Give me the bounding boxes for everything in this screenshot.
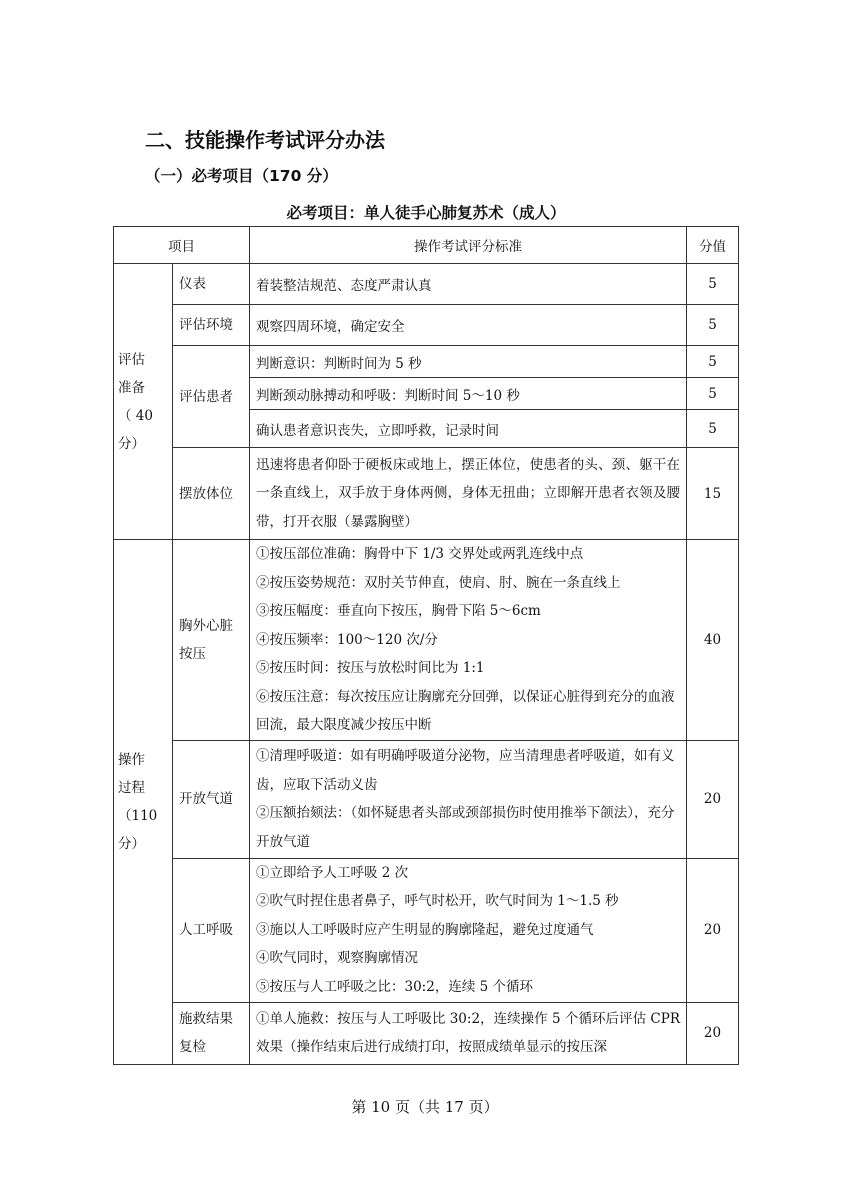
item-label: 胸外心脏 按压	[173, 540, 250, 741]
group-label-prep: 评估 准备 （ 40 分）	[114, 264, 173, 540]
page-footer: 第 10 页（共 17 页）	[351, 1098, 499, 1116]
criteria-line: ①清理呼吸道：如有明确呼吸道分泌物，应当清理患者呼吸道，如有义齿，应取下活动义齿	[256, 748, 675, 793]
item-label: 仪表	[173, 264, 250, 305]
section-title: 二、技能操作考试评分办法	[145, 128, 385, 152]
score-cell: 20	[687, 858, 739, 1002]
table-row	[114, 740, 739, 858]
criteria-line: ④吹气同时，观察胸廓情况	[256, 950, 418, 967]
criteria-text: 着装整洁规范、态度严肃认真	[250, 264, 687, 305]
criteria-line: ⑤按压时间：按压与放松时间比为 1:1	[256, 660, 485, 676]
criteria-text: 确认患者意识丧失，立即呼救，记录时间	[250, 410, 687, 448]
score-cell: 5	[687, 305, 739, 346]
item-label: 评估患者	[173, 346, 250, 448]
table-row	[114, 1002, 739, 1064]
score-cell: 5	[687, 264, 739, 305]
table-row	[114, 346, 739, 378]
criteria-line: ③施以人工呼吸时应产生明显的胸廓隆起，避免过度通气	[256, 921, 594, 938]
score-cell: 5	[687, 346, 739, 378]
item-label: 摆放体位	[173, 448, 250, 540]
criteria-list	[250, 540, 687, 741]
criteria-text: 判断颈动脉搏动和呼吸：判断时间 5～10 秒	[250, 378, 687, 410]
score-cell: 5	[687, 410, 739, 448]
header-score: 分值	[687, 227, 739, 264]
table-header-row	[114, 227, 739, 264]
item-label: 人工呼吸	[173, 858, 250, 1002]
header-criteria: 操作考试评分标准	[250, 227, 687, 264]
table-caption: 必考项目：单人徒手心肺复苏术（成人）	[286, 204, 566, 222]
criteria-line: ①立即给予人工呼吸 2 次	[256, 864, 409, 881]
criteria-text: 观察四周环境，确定安全	[250, 305, 687, 346]
criteria-list	[250, 740, 687, 858]
item-label: 施救结果 复检	[173, 1002, 250, 1064]
score-cell: 20	[687, 740, 739, 858]
score-cell: 20	[687, 1002, 739, 1064]
criteria-line: ③按压幅度：垂直向下按压，胸骨下陷 5～6cm	[256, 603, 541, 619]
criteria-line: ⑥按压注意：每次按压应让胸廓充分回弹，以保证心脏得到充分的血液回流，最大限度减少按压中断	[256, 688, 675, 733]
table-row	[114, 264, 739, 305]
criteria-list	[250, 858, 687, 1002]
table-row	[114, 305, 739, 346]
criteria-line: ①按压部位准确：胸骨中下 1/3 交界处或两乳连线中点	[256, 546, 584, 562]
table-row	[114, 540, 739, 741]
item-label: 开放气道	[173, 740, 250, 858]
score-cell: 5	[687, 378, 739, 410]
criteria-text: 迅速将患者仰卧于硬板床或地上，摆正体位，使患者的头、颈、躯干在一条直线上，双手放于身体两侧，身体无扭曲；立即解开患者衣领及腰带，打开衣服（暴露胸壁）	[250, 448, 687, 540]
item-label: 评估环境	[173, 305, 250, 346]
table-row	[114, 448, 739, 540]
criteria-line: ②压额抬颏法：（如怀疑患者头部或颈部损伤时使用推举下颌法），充分开放气道	[256, 805, 675, 850]
criteria-line: ②按压姿势规范：双肘关节伸直，使肩、肘、腕在一条直线上	[256, 574, 621, 591]
group-label-process: 操作 过程 （110 分）	[114, 540, 173, 1065]
score-cell: 40	[687, 540, 739, 741]
criteria-text: 判断意识：判断时间为 5 秒	[250, 346, 687, 378]
criteria-text: ①单人施救：按压与人工呼吸比 30:2，连续操作 5 个循环后评估 CPR 效果（操作结束后进行成绩打印，按照成绩单显示的按压深	[250, 1002, 687, 1064]
criteria-line: ⑤按压与人工呼吸之比：30:2，连续 5 个循环	[256, 978, 533, 995]
criteria-line: ②吹气时捏住患者鼻子，呼气时松开，吹气时间为 1～1.5 秒	[256, 893, 619, 910]
scoring-table	[113, 226, 739, 1065]
header-item: 项目	[114, 227, 250, 264]
table-row	[114, 858, 739, 1002]
criteria-line: ④按压频率：100～120 次/分	[256, 631, 438, 648]
score-cell: 15	[687, 448, 739, 540]
subsection-title: （一）必考项目（170 分）	[145, 167, 338, 185]
